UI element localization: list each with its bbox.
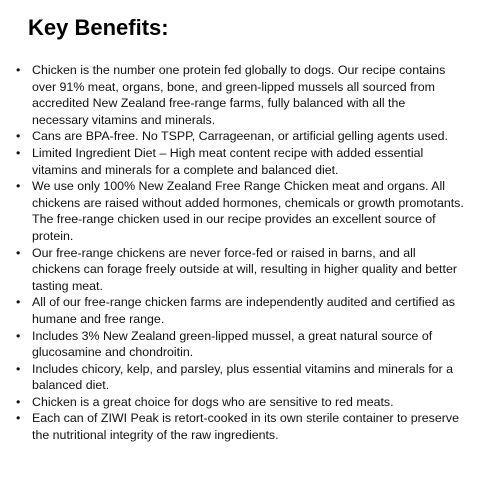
benefit-text: Our free-range chickens are never force-fed or raised in barns, and all chickens can forage freely outside at will, resulting in higher quality and better tasting meat.: [32, 245, 457, 293]
list-item: [0, 328, 500, 361]
bullet-icon: •: [16, 328, 21, 343]
benefit-text: Limited Ingredient Diet – High meat content recipe with added essential vitamins and minerals for a complete and balanced diet.: [32, 145, 424, 177]
page-title: Key Benefits:: [28, 15, 169, 40]
bullet-icon: •: [16, 129, 21, 144]
list-item: [0, 361, 500, 394]
benefit-text: Cans are BPA-free. No TSPP, Carrageenan, or artificial gelling agents used.: [32, 129, 448, 144]
bullet-icon: •: [16, 394, 21, 409]
bullet-icon: •: [16, 63, 21, 77]
bullet-icon: •: [16, 361, 21, 376]
list-item: [0, 178, 500, 244]
benefit-text: We use only 100% New Zealand Free Range Chicken meat and organs. All chickens are raised without added hormones, chemicals or growth promotants. The free-range chicken used in our recipe provides an excellent source of protein.: [32, 179, 464, 243]
bullet-icon: •: [16, 245, 21, 260]
benefit-text: Includes 3% New Zealand green-lipped mussel, a great natural source of glucosamine and chondroitin.: [32, 328, 433, 360]
list-item: [0, 294, 500, 327]
benefit-text: All of our free-range chicken farms are independently audited and certified as humane and free range.: [32, 295, 455, 326]
list-item: [0, 245, 500, 295]
benefit-text: Includes chicory, kelp, and parsley, plus essential vitamins and minerals for a balanced diet.: [32, 361, 454, 393]
benefit-text: Chicken is the number one protein fed globally to dogs. Our recipe contains over 91% meat, organs, bone, and green-lipped mussels all sourced from accredited New Zealand free-range farms, fully balanced with all the necessary vitamins and minerals.: [32, 63, 446, 127]
list-item: [0, 128, 500, 145]
bullet-icon: •: [16, 295, 21, 310]
list-item: [0, 62, 500, 128]
bullet-icon: •: [16, 411, 21, 426]
list-item: [0, 410, 500, 443]
list-item: [0, 394, 500, 411]
benefit-text: Chicken is a great choice for dogs who are sensitive to red meats.: [32, 394, 394, 409]
benefit-text: Each can of ZIWI Peak is retort-cooked in its own sterile container to preserve the nutritional integrity of the raw ingredients.: [32, 411, 459, 443]
bullet-icon: •: [16, 179, 21, 194]
benefits-list: [0, 62, 500, 444]
bullet-icon: •: [16, 145, 21, 160]
list-item: [0, 145, 500, 178]
